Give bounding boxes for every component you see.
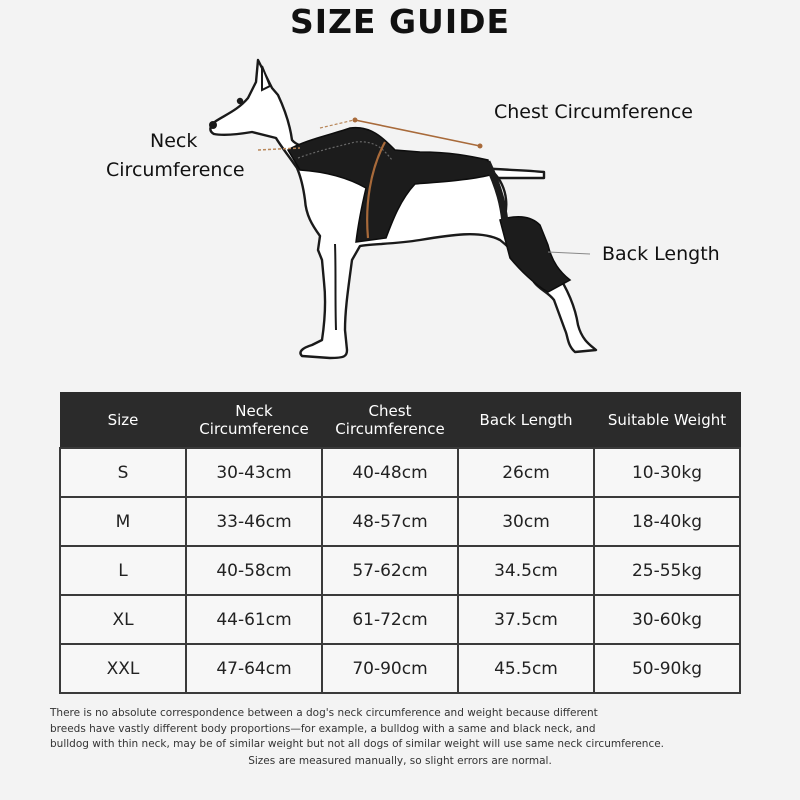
dog-eye bbox=[237, 98, 243, 104]
cell-weight: 18-40kg bbox=[594, 497, 740, 546]
table-row bbox=[60, 595, 740, 644]
size-table bbox=[59, 392, 741, 694]
cell-weight: 50-90kg bbox=[594, 644, 740, 693]
cell-chest: 70-90cm bbox=[322, 644, 458, 693]
cell-weight: 10-30kg bbox=[594, 448, 740, 497]
back-callout: Back Length bbox=[602, 243, 720, 265]
neck-callout-line2: Circumference bbox=[106, 159, 245, 181]
note-line: breeds have vastly different body proportions—for example, a bulldog with a same and black neck, and bbox=[50, 722, 596, 735]
table-row bbox=[60, 497, 740, 546]
back-leader-line bbox=[548, 252, 590, 254]
note-line: bulldog with thin neck, may be of similar weight but not all dogs of similar weight will use same neck circumference. bbox=[50, 738, 665, 750]
cell-back: 45.5cm bbox=[458, 644, 594, 693]
cell-chest: 61-72cm bbox=[322, 595, 458, 644]
cell-neck: 44-61cm bbox=[186, 595, 322, 644]
table-header-row bbox=[60, 393, 740, 449]
cell-weight: 25-55kg bbox=[594, 546, 740, 595]
cell-neck: 40-58cm bbox=[186, 546, 322, 595]
cell-back: 26cm bbox=[458, 448, 594, 497]
cell-size: S bbox=[60, 448, 186, 497]
chest-leader-line bbox=[320, 120, 354, 128]
cell-back: 37.5cm bbox=[458, 595, 594, 644]
dog-nose bbox=[209, 121, 217, 129]
note-line: There is no absolute correspondence between a dog's neck circumference and weight because different bbox=[50, 707, 598, 719]
table-row bbox=[60, 644, 740, 693]
chest-callout: Chest Circumference bbox=[494, 101, 693, 123]
cell-chest: 48-57cm bbox=[322, 497, 458, 546]
dog-ear bbox=[262, 66, 270, 90]
neck-callout-line1: Neck bbox=[150, 130, 198, 152]
cell-back: 34.5cm bbox=[458, 546, 594, 595]
table-row bbox=[60, 546, 740, 595]
note-line: Sizes are measured manually, so slight errors are normal. bbox=[248, 754, 552, 767]
header-size: Size bbox=[60, 393, 186, 449]
header-weight: Suitable Weight bbox=[594, 393, 740, 449]
dog-front-leg-line bbox=[335, 244, 336, 330]
table-row bbox=[60, 448, 740, 497]
measurement-note bbox=[50, 706, 750, 769]
header-back-length: Back Length bbox=[458, 393, 594, 449]
dog-harness-illustration bbox=[0, 0, 800, 380]
cell-size: L bbox=[60, 546, 186, 595]
cell-size: M bbox=[60, 497, 186, 546]
cell-chest: 40-48cm bbox=[322, 448, 458, 497]
cell-neck: 47-64cm bbox=[186, 644, 322, 693]
header-chest: Chest Circumference bbox=[322, 393, 458, 449]
cell-back: 30cm bbox=[458, 497, 594, 546]
cell-neck: 30-43cm bbox=[186, 448, 322, 497]
cell-chest: 57-62cm bbox=[322, 546, 458, 595]
header-neck: Neck Circumference bbox=[186, 393, 322, 449]
cell-neck: 33-46cm bbox=[186, 497, 322, 546]
cell-weight: 30-60kg bbox=[594, 595, 740, 644]
page-title: SIZE GUIDE bbox=[289, 2, 511, 41]
cell-size: XL bbox=[60, 595, 186, 644]
cell-size: XXL bbox=[60, 644, 186, 693]
